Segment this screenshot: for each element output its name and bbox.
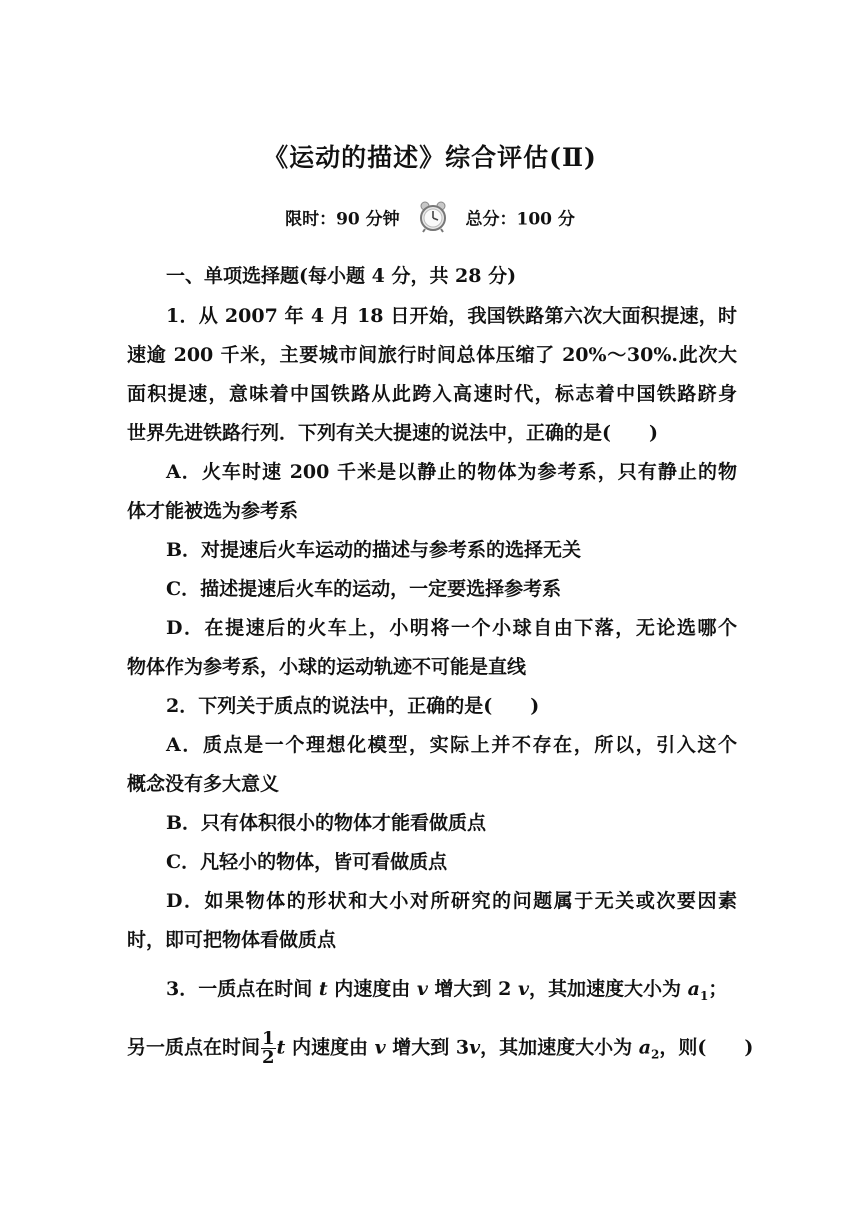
q1-stem-line-3: 面积提速，意味着中国铁路从此跨入高速时代，标志着中国铁路跻身: [127, 383, 737, 405]
section-heading: 一、单项选择题(每小题 4 分，共 28 分): [166, 265, 517, 287]
q1-option-a-line-2: 体才能被选为参考系: [127, 500, 299, 522]
total-score: 总分：100 分: [465, 209, 575, 230]
page-title: 《运动的描述》综合评估(Ⅱ): [263, 143, 597, 172]
q2-option-b: B．只有体积很小的物体才能看做质点: [166, 812, 487, 834]
q2-option-d-line-2: 时，即可把物体看做质点: [127, 929, 337, 951]
q2-stem: 2．下列关于质点的说法中，正确的是( ): [166, 695, 540, 717]
q1-stem-line-2: 速逾 200 千米，主要城市间旅行时间总体压缩了 20%～30%.此次大: [127, 344, 737, 366]
q1-stem-line-1: 1．从 2007 年 4 月 18 日开始，我国铁路第六次大面积提速，时: [166, 305, 737, 327]
q1-option-d-line-1: D．在提速后的火车上，小明将一个小球自由下落，无论选哪个: [166, 617, 737, 639]
q2-option-a-line-1: A．质点是一个理想化模型，实际上并不存在，所以，引入这个: [166, 734, 737, 756]
time-limit: 限时：90 分钟: [285, 209, 400, 230]
q2-option-a-line-2: 概念没有多大意义: [127, 773, 280, 795]
fraction-one-half: $\frac{1}{2}$: [262, 1028, 275, 1068]
q2-option-d-line-1: D．如果物体的形状和大小对所研究的问题属于无关或次要因素: [166, 890, 737, 912]
q1-option-c: C．描述提速后火车的运动，一定要选择参考系: [166, 578, 562, 600]
q1-option-a-line-1: A．火车时速 200 千米是以静止的物体为参考系，只有静止的物: [166, 461, 737, 483]
alarm-clock-icon: [416, 200, 450, 234]
q3-stem-line-2: 另一质点在时间 $\frac{1}{2}$ t 内速度由 v 增大到 3v，其加速度大小为 $a_2$，则( ): [127, 1028, 754, 1068]
q3-stem-line-1: 3．一质点在时间 t 内速度由 v 增大到 2 v，其加速度大小为 $a_1$；: [166, 978, 728, 1003]
q1-option-d-line-2: 物体作为参考系，小球的运动轨迹不可能是直线: [127, 656, 527, 678]
q2-option-c: C．凡轻小的物体，皆可看做质点: [166, 851, 448, 873]
q1-stem-line-4: 世界先进铁路行列．下列有关大提速的说法中，正确的是( ): [127, 422, 658, 444]
exam-meta: [0, 200, 860, 234]
q1-option-b: B．对提速后火车运动的描述与参考系的选择无关: [166, 539, 582, 561]
